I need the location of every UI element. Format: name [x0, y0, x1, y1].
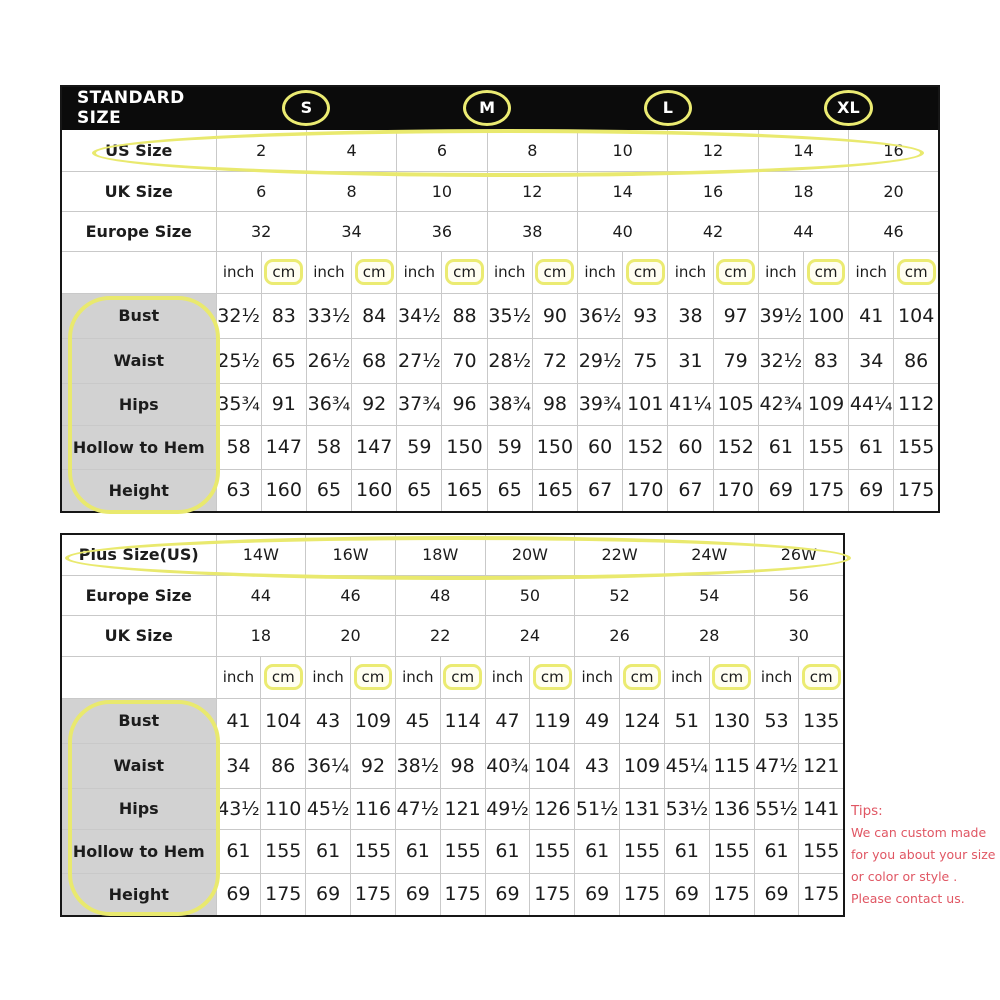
- measure-value-cell: 43: [306, 698, 351, 743]
- cm-cell: [532, 251, 577, 293]
- size-value-cell: 42: [668, 211, 758, 251]
- size-value-cell: 44: [216, 575, 306, 615]
- size-value-cell: 26: [575, 615, 665, 656]
- tips-line: for you about your size: [851, 847, 996, 862]
- measure-value-cell: 60: [668, 425, 713, 469]
- measure-value-cell: 84: [352, 293, 397, 338]
- inch-label: inch: [758, 251, 803, 293]
- size-value-cell: 18: [216, 615, 306, 656]
- measure-value-cell: 105: [713, 383, 758, 425]
- measure-value-cell: 43½: [216, 788, 261, 829]
- measure-value-cell: 93: [623, 293, 668, 338]
- size-row-uk-size: [61, 615, 844, 656]
- measure-value-cell: 29½: [578, 338, 623, 383]
- measure-value-cell: 40¾: [485, 743, 530, 788]
- size-value-cell: 32: [216, 211, 306, 251]
- size-value-cell: 14: [758, 129, 848, 171]
- measure-value-cell: 39¾: [578, 383, 623, 425]
- measure-value-cell: 65: [397, 469, 442, 512]
- measure-value-cell: 116: [351, 788, 396, 829]
- cm-badge: cm: [802, 664, 841, 690]
- measure-value-cell: 58: [306, 425, 351, 469]
- measure-value-cell: 135: [799, 698, 844, 743]
- tips-line: Please contact us.: [851, 891, 965, 906]
- measure-value-cell: 175: [803, 469, 848, 512]
- row-label-waist: Waist: [61, 743, 216, 788]
- standard-size-table: [60, 85, 940, 513]
- measure-value-cell: 165: [532, 469, 577, 512]
- measure-value-cell: 92: [351, 743, 396, 788]
- cm-badge: cm: [535, 259, 574, 285]
- measure-value-cell: 79: [713, 338, 758, 383]
- cm-cell: [623, 251, 668, 293]
- size-circle-s: S: [282, 90, 330, 126]
- measure-value-cell: 59: [397, 425, 442, 469]
- row-label-plus-size-us: Plus Size(US): [61, 534, 216, 575]
- row-label-uk-size: UK Size: [61, 171, 216, 211]
- measure-value-cell: 69: [849, 469, 894, 512]
- plus-size-table-grid: [60, 533, 845, 917]
- measure-value-cell: 97: [713, 293, 758, 338]
- cm-badge: cm: [897, 259, 936, 285]
- cm-badge: cm: [807, 259, 846, 285]
- inch-label: inch: [668, 251, 713, 293]
- measure-value-cell: 115: [709, 743, 754, 788]
- size-value-cell: 48: [395, 575, 485, 615]
- measure-value-cell: 53: [754, 698, 799, 743]
- cm-badge: cm: [533, 664, 572, 690]
- size-row-plus-size-us: [61, 534, 844, 575]
- size-value-cell: 20: [849, 171, 939, 211]
- measure-value-cell: 141: [799, 788, 844, 829]
- measure-value-cell: 38½: [395, 743, 440, 788]
- row-label-hips: Hips: [61, 383, 216, 425]
- size-value-cell: 30: [754, 615, 844, 656]
- row-label-hollow-to-hem: Hollow to Hem: [61, 829, 216, 873]
- measure-value-cell: 121: [440, 788, 485, 829]
- size-value-cell: 20: [306, 615, 396, 656]
- size-group-cell-m: [397, 86, 578, 129]
- cm-cell: [620, 656, 665, 698]
- size-row-europe-size: [61, 211, 939, 251]
- measure-value-cell: 175: [530, 873, 575, 916]
- cm-badge: cm: [712, 664, 751, 690]
- measure-value-cell: 61: [664, 829, 709, 873]
- size-value-cell: 22: [395, 615, 485, 656]
- inch-label: inch: [487, 251, 532, 293]
- cm-badge: cm: [623, 664, 662, 690]
- measure-value-cell: 53½: [664, 788, 709, 829]
- measure-value-cell: 47: [485, 698, 530, 743]
- measure-value-cell: 43: [575, 743, 620, 788]
- measure-value-cell: 155: [799, 829, 844, 873]
- measure-value-cell: 69: [306, 873, 351, 916]
- measure-value-cell: 36¾: [306, 383, 351, 425]
- tips-line: We can custom made: [851, 825, 987, 840]
- row-label-europe-size: Europe Size: [61, 211, 216, 251]
- cm-cell: [709, 656, 754, 698]
- measure-value-cell: 110: [261, 788, 306, 829]
- measure-value-cell: 88: [442, 293, 487, 338]
- measure-value-cell: 65: [487, 469, 532, 512]
- inch-label: inch: [306, 251, 351, 293]
- measure-value-cell: 152: [623, 425, 668, 469]
- measure-value-cell: 61: [758, 425, 803, 469]
- measure-value-cell: 109: [620, 743, 665, 788]
- measure-value-cell: 45¼: [664, 743, 709, 788]
- cm-badge: cm: [445, 259, 484, 285]
- measure-value-cell: 109: [803, 383, 848, 425]
- measure-value-cell: 104: [261, 698, 306, 743]
- size-value-cell: 16: [849, 129, 939, 171]
- inch-label: inch: [578, 251, 623, 293]
- inch-label: inch: [306, 656, 351, 698]
- measure-value-cell: 175: [709, 873, 754, 916]
- measure-value-cell: 49: [575, 698, 620, 743]
- cm-badge: cm: [264, 664, 303, 690]
- size-circle-l: L: [644, 90, 692, 126]
- units-row: [61, 656, 844, 698]
- cm-cell: [894, 251, 939, 293]
- row-label-us-size: US Size: [61, 129, 216, 171]
- row-label-uk-size: UK Size: [61, 615, 216, 656]
- measure-row-bust: [61, 698, 844, 743]
- measure-value-cell: 90: [532, 293, 577, 338]
- cm-cell: [352, 251, 397, 293]
- measure-value-cell: 42¾: [758, 383, 803, 425]
- measure-value-cell: 104: [894, 293, 939, 338]
- cm-badge: cm: [264, 259, 303, 285]
- inch-label: inch: [849, 251, 894, 293]
- measure-value-cell: 175: [351, 873, 396, 916]
- inch-label: inch: [664, 656, 709, 698]
- row-label-bust: Bust: [61, 698, 216, 743]
- measure-value-cell: 155: [894, 425, 939, 469]
- tips-title: Tips:: [851, 803, 883, 819]
- size-value-cell: 40: [578, 211, 668, 251]
- measure-value-cell: 126: [530, 788, 575, 829]
- size-value-cell: 12: [668, 129, 758, 171]
- measure-value-cell: 41: [216, 698, 261, 743]
- measure-value-cell: 160: [261, 469, 306, 512]
- measure-value-cell: 114: [440, 698, 485, 743]
- measure-value-cell: 175: [799, 873, 844, 916]
- measure-value-cell: 67: [668, 469, 713, 512]
- measure-value-cell: 35½: [487, 293, 532, 338]
- measure-value-cell: 100: [803, 293, 848, 338]
- cm-badge: cm: [355, 259, 394, 285]
- measure-value-cell: 25½: [216, 338, 261, 383]
- size-value-cell: 8: [306, 171, 396, 211]
- measure-value-cell: 37¾: [397, 383, 442, 425]
- cm-cell: [713, 251, 758, 293]
- measure-row-waist: [61, 338, 939, 383]
- measure-value-cell: 65: [306, 469, 351, 512]
- size-value-cell: 6: [216, 171, 306, 211]
- measure-value-cell: 155: [440, 829, 485, 873]
- row-label-height: Height: [61, 873, 216, 916]
- row-label-height: Height: [61, 469, 216, 512]
- measure-value-cell: 165: [442, 469, 487, 512]
- plus-size-table: [60, 533, 845, 917]
- measure-value-cell: 31: [668, 338, 713, 383]
- measure-value-cell: 34: [216, 743, 261, 788]
- measure-value-cell: 155: [261, 829, 306, 873]
- size-value-cell: 36: [397, 211, 487, 251]
- measure-value-cell: 51½: [575, 788, 620, 829]
- measure-value-cell: 98: [440, 743, 485, 788]
- measure-value-cell: 67: [578, 469, 623, 512]
- measure-value-cell: 130: [709, 698, 754, 743]
- measure-value-cell: 36¼: [306, 743, 351, 788]
- measure-value-cell: 41¼: [668, 383, 713, 425]
- measure-value-cell: 38: [668, 293, 713, 338]
- measure-value-cell: 150: [532, 425, 577, 469]
- measure-value-cell: 96: [442, 383, 487, 425]
- inch-label: inch: [575, 656, 620, 698]
- measure-value-cell: 45: [395, 698, 440, 743]
- row-label-waist: Waist: [61, 338, 216, 383]
- size-value-cell: 12: [487, 171, 577, 211]
- measure-value-cell: 104: [530, 743, 575, 788]
- inch-label: inch: [395, 656, 440, 698]
- measure-row-waist: [61, 743, 844, 788]
- size-group-cell-l: [578, 86, 759, 129]
- measure-value-cell: 28½: [487, 338, 532, 383]
- size-value-cell: 22W: [575, 534, 665, 575]
- measure-value-cell: 101: [623, 383, 668, 425]
- cm-cell: [442, 251, 487, 293]
- measure-value-cell: 155: [351, 829, 396, 873]
- row-label-hips: Hips: [61, 788, 216, 829]
- measure-value-cell: 60: [578, 425, 623, 469]
- measure-value-cell: 70: [442, 338, 487, 383]
- inch-label: inch: [216, 656, 261, 698]
- cm-cell: [530, 656, 575, 698]
- measure-value-cell: 170: [623, 469, 668, 512]
- size-value-cell: 28: [664, 615, 754, 656]
- size-value-cell: 50: [485, 575, 575, 615]
- size-value-cell: 18W: [395, 534, 485, 575]
- size-value-cell: 24: [485, 615, 575, 656]
- size-value-cell: 10: [397, 171, 487, 211]
- size-group-cell-xl: [758, 86, 939, 129]
- measure-value-cell: 32½: [758, 338, 803, 383]
- size-value-cell: 56: [754, 575, 844, 615]
- size-value-cell: 8: [487, 129, 577, 171]
- measure-value-cell: 27½: [397, 338, 442, 383]
- measure-value-cell: 61: [395, 829, 440, 873]
- cm-badge: cm: [443, 664, 482, 690]
- size-value-cell: 10: [578, 129, 668, 171]
- measure-value-cell: 75: [623, 338, 668, 383]
- size-value-cell: 46: [306, 575, 396, 615]
- measure-value-cell: 35¾: [216, 383, 261, 425]
- size-value-cell: 46: [849, 211, 939, 251]
- measure-value-cell: 160: [352, 469, 397, 512]
- measure-value-cell: 61: [306, 829, 351, 873]
- measure-value-cell: 175: [261, 873, 306, 916]
- measure-value-cell: 147: [261, 425, 306, 469]
- size-row-uk-size: [61, 171, 939, 211]
- size-value-cell: 14W: [216, 534, 306, 575]
- units-empty-cell: [61, 251, 216, 293]
- cm-badge: cm: [354, 664, 393, 690]
- measure-value-cell: 72: [532, 338, 577, 383]
- row-label-bust: Bust: [61, 293, 216, 338]
- size-row-europe-size: [61, 575, 844, 615]
- measure-row-bust: [61, 293, 939, 338]
- measure-value-cell: 175: [440, 873, 485, 916]
- measure-value-cell: 119: [530, 698, 575, 743]
- measure-value-cell: 155: [709, 829, 754, 873]
- units-row: [61, 251, 939, 293]
- measure-value-cell: 109: [351, 698, 396, 743]
- standard-size-table-grid: [60, 85, 940, 513]
- size-value-cell: 38: [487, 211, 577, 251]
- measure-value-cell: 65: [261, 338, 306, 383]
- size-circle-m: M: [463, 90, 511, 126]
- tips-line: or color or style .: [851, 869, 958, 884]
- measure-row-hollow-to-hem: [61, 829, 844, 873]
- inch-label: inch: [397, 251, 442, 293]
- size-value-cell: 24W: [664, 534, 754, 575]
- measure-value-cell: 55½: [754, 788, 799, 829]
- measure-value-cell: 26½: [306, 338, 351, 383]
- size-value-cell: 54: [664, 575, 754, 615]
- measure-value-cell: 61: [485, 829, 530, 873]
- measure-value-cell: 175: [894, 469, 939, 512]
- table-header-bar: [61, 86, 939, 129]
- measure-value-cell: 36½: [578, 293, 623, 338]
- cm-cell: [351, 656, 396, 698]
- units-empty-cell: [61, 656, 216, 698]
- cm-cell: [803, 251, 848, 293]
- measure-value-cell: 68: [352, 338, 397, 383]
- tips-lines: [851, 822, 1000, 910]
- measure-value-cell: 83: [803, 338, 848, 383]
- measure-value-cell: 69: [754, 873, 799, 916]
- measure-value-cell: 155: [530, 829, 575, 873]
- measure-value-cell: 150: [442, 425, 487, 469]
- measure-value-cell: 61: [754, 829, 799, 873]
- size-value-cell: 4: [306, 129, 396, 171]
- measure-value-cell: 121: [799, 743, 844, 788]
- inch-label: inch: [216, 251, 261, 293]
- size-value-cell: 18: [758, 171, 848, 211]
- measure-value-cell: 61: [849, 425, 894, 469]
- measure-value-cell: 49½: [485, 788, 530, 829]
- measure-value-cell: 124: [620, 698, 665, 743]
- measure-value-cell: 131: [620, 788, 665, 829]
- measure-value-cell: 34½: [397, 293, 442, 338]
- measure-value-cell: 32½: [216, 293, 261, 338]
- inch-label: inch: [485, 656, 530, 698]
- measure-value-cell: 59: [487, 425, 532, 469]
- measure-value-cell: 136: [709, 788, 754, 829]
- table-title: STANDARD SIZE: [61, 86, 216, 129]
- measure-value-cell: 58: [216, 425, 261, 469]
- measure-value-cell: 44¼: [849, 383, 894, 425]
- measure-value-cell: 33½: [306, 293, 351, 338]
- measure-value-cell: 69: [485, 873, 530, 916]
- measure-value-cell: 112: [894, 383, 939, 425]
- measure-value-cell: 63: [216, 469, 261, 512]
- size-value-cell: 34: [306, 211, 396, 251]
- measure-value-cell: 47½: [754, 743, 799, 788]
- row-label-hollow-to-hem: Hollow to Hem: [61, 425, 216, 469]
- size-value-cell: 44: [758, 211, 848, 251]
- size-circle-xl: XL: [824, 90, 873, 126]
- measure-value-cell: 47½: [395, 788, 440, 829]
- measure-value-cell: 69: [758, 469, 803, 512]
- measure-value-cell: 38¾: [487, 383, 532, 425]
- size-value-cell: 2: [216, 129, 306, 171]
- measure-value-cell: 175: [620, 873, 665, 916]
- measure-value-cell: 152: [713, 425, 758, 469]
- measure-value-cell: 34: [849, 338, 894, 383]
- cm-badge: cm: [626, 259, 665, 285]
- cm-badge: cm: [716, 259, 755, 285]
- measure-value-cell: 69: [216, 873, 261, 916]
- measure-value-cell: 69: [664, 873, 709, 916]
- measure-value-cell: 45½: [306, 788, 351, 829]
- measure-value-cell: 39½: [758, 293, 803, 338]
- measure-value-cell: 155: [620, 829, 665, 873]
- size-value-cell: 6: [397, 129, 487, 171]
- measure-value-cell: 86: [261, 743, 306, 788]
- measure-value-cell: 61: [575, 829, 620, 873]
- inch-label: inch: [754, 656, 799, 698]
- size-row-us-size: [61, 129, 939, 171]
- measure-row-height: [61, 469, 939, 512]
- cm-cell: [261, 656, 306, 698]
- measure-value-cell: 69: [395, 873, 440, 916]
- size-value-cell: 26W: [754, 534, 844, 575]
- size-value-cell: 14: [578, 171, 668, 211]
- size-value-cell: 52: [575, 575, 665, 615]
- measure-value-cell: 69: [575, 873, 620, 916]
- measure-row-height: [61, 873, 844, 916]
- cm-cell: [440, 656, 485, 698]
- measure-value-cell: 92: [352, 383, 397, 425]
- measure-value-cell: 41: [849, 293, 894, 338]
- measure-row-hips: [61, 383, 939, 425]
- measure-row-hips: [61, 788, 844, 829]
- measure-value-cell: 147: [352, 425, 397, 469]
- size-value-cell: 16: [668, 171, 758, 211]
- measure-row-hollow-to-hem: [61, 425, 939, 469]
- measure-value-cell: 98: [532, 383, 577, 425]
- size-value-cell: 16W: [306, 534, 396, 575]
- measure-value-cell: 86: [894, 338, 939, 383]
- size-group-cell-s: [216, 86, 397, 129]
- size-value-cell: 20W: [485, 534, 575, 575]
- cm-cell: [261, 251, 306, 293]
- measure-value-cell: 91: [261, 383, 306, 425]
- measure-value-cell: 51: [664, 698, 709, 743]
- measure-value-cell: 155: [803, 425, 848, 469]
- measure-value-cell: 170: [713, 469, 758, 512]
- cm-cell: [799, 656, 844, 698]
- row-label-europe-size: Europe Size: [61, 575, 216, 615]
- measure-value-cell: 61: [216, 829, 261, 873]
- measure-value-cell: 83: [261, 293, 306, 338]
- tips-note: [851, 800, 1000, 910]
